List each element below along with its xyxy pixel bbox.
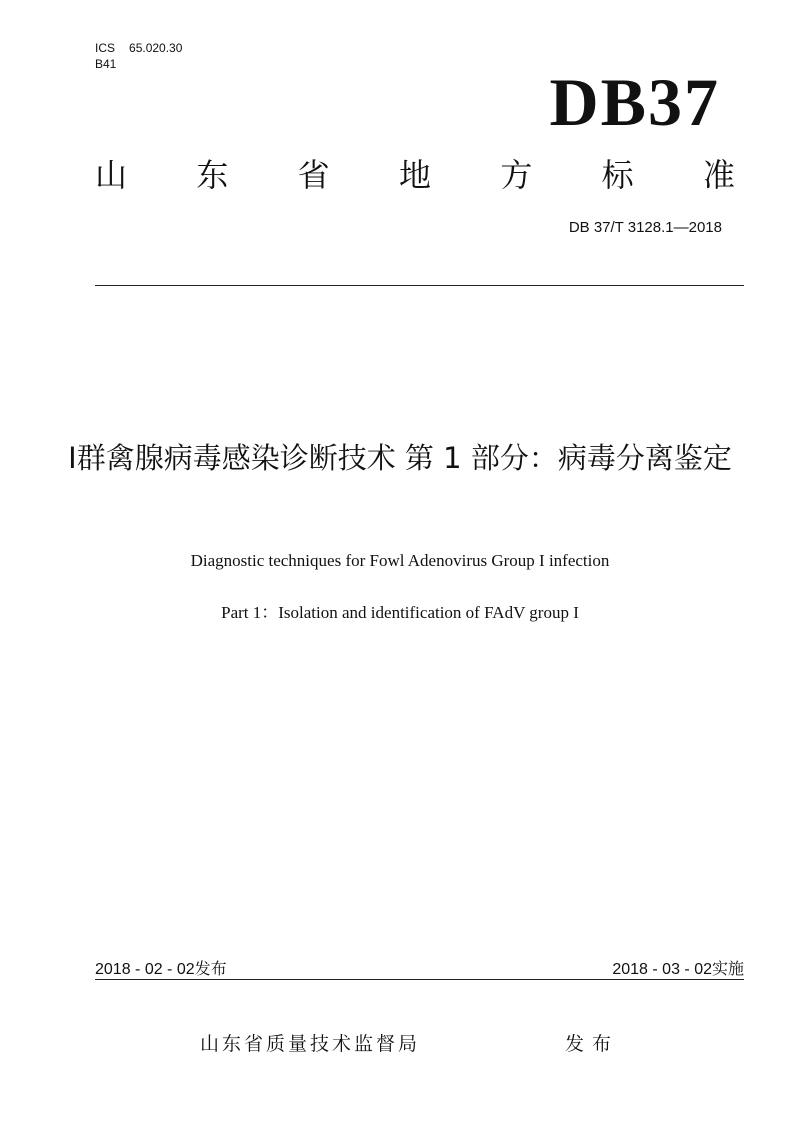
ics-code: 65.020.30 bbox=[129, 41, 183, 55]
org-title-char: 方 bbox=[500, 156, 533, 194]
org-title-char: 地 bbox=[398, 156, 431, 194]
publish-label: 发布 bbox=[565, 1033, 620, 1055]
release-date-block bbox=[95, 958, 227, 981]
org-title-char: 标 bbox=[601, 156, 634, 194]
header-divider bbox=[95, 285, 744, 286]
issuing-authority: 山东省质量技术监督局 bbox=[200, 1033, 421, 1055]
release-label: 发布 bbox=[194, 959, 227, 978]
chinese-title: Ⅰ群禽腺病毒感染诊断技术 第 1 部分：病毒分离鉴定 bbox=[68, 441, 732, 475]
standard-logo: DB37 bbox=[549, 64, 720, 140]
org-title-char: 山 bbox=[95, 156, 128, 194]
english-subtitle: Part 1：Isolation and identification of FAdV group I bbox=[221, 603, 579, 622]
release-date: 2018 - 02 - 02 bbox=[95, 961, 195, 978]
footer-divider bbox=[95, 979, 744, 980]
org-title-char: 省 bbox=[297, 156, 330, 194]
ics-line bbox=[95, 40, 182, 56]
standard-number: DB 37/T 3128.1—2018 bbox=[568, 219, 722, 236]
english-title: Diagnostic techniques for Fowl Adenovirus Group I infection bbox=[190, 551, 610, 570]
organization-title bbox=[95, 155, 735, 195]
org-title-char: 东 bbox=[196, 156, 229, 194]
implement-label: 实施 bbox=[711, 959, 744, 978]
implement-date-block bbox=[612, 958, 744, 981]
classification-codes bbox=[95, 40, 182, 72]
implement-date: 2018 - 03 - 02 bbox=[612, 961, 712, 978]
ccs-code: B41 bbox=[95, 57, 117, 71]
org-title-char: 准 bbox=[702, 156, 735, 194]
ics-label: ICS bbox=[95, 41, 116, 55]
